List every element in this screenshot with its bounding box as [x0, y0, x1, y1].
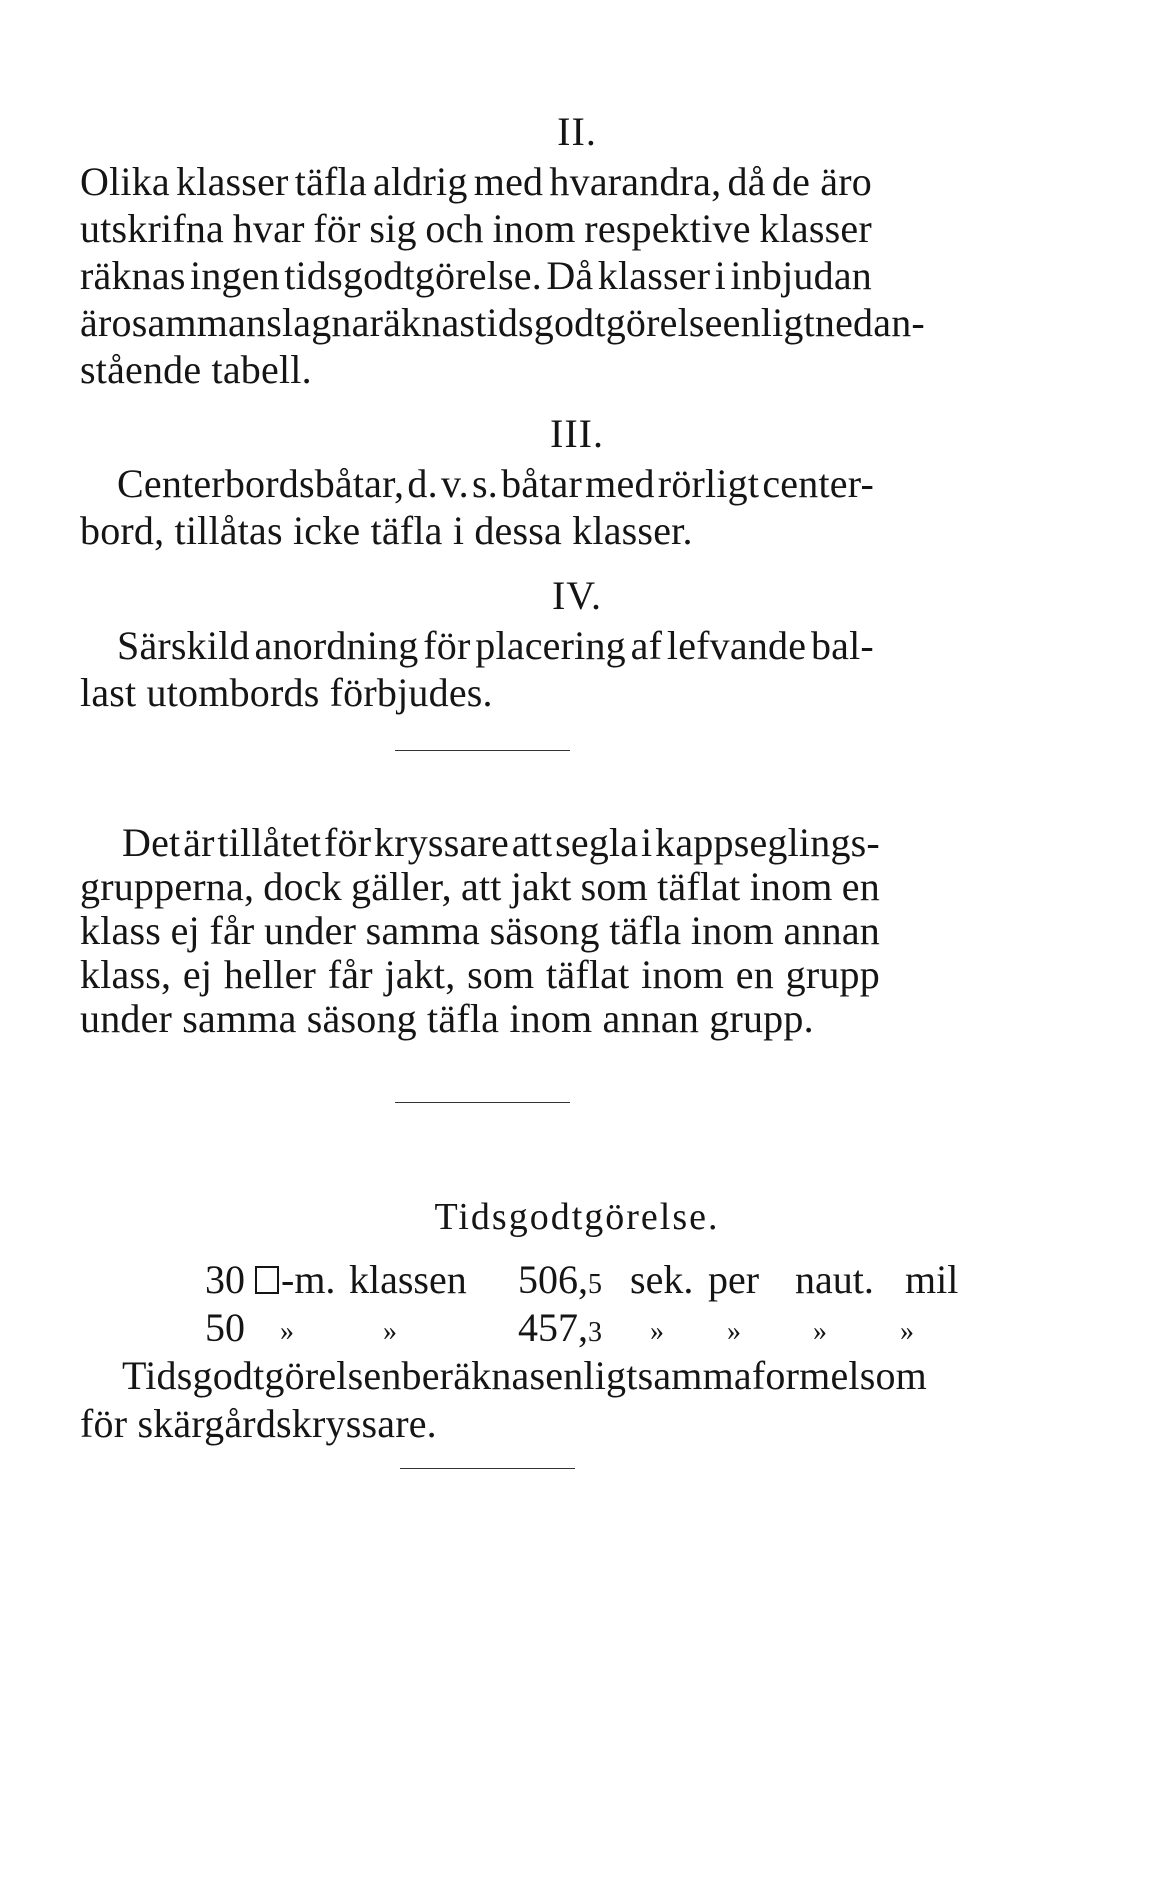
word: kryssare [374, 820, 509, 865]
word: grupperna, [80, 864, 255, 909]
word: inom [749, 864, 833, 909]
word: lefvande [666, 623, 807, 668]
word: sammanslagna [131, 300, 370, 345]
ditto-mark: » [280, 1316, 294, 1347]
word: sig [369, 206, 417, 251]
seconds-label: sek. [630, 1257, 694, 1302]
ditto-mark: » [383, 1316, 397, 1347]
word: som [859, 1353, 927, 1398]
word: som [580, 864, 648, 909]
section-II-line-4 [80, 297, 925, 349]
word: d. [407, 461, 438, 506]
section-heading-III: III. [550, 411, 604, 456]
word: formel [751, 1353, 860, 1398]
word: klass, [80, 952, 172, 997]
mile-label: mil [905, 1257, 959, 1302]
word: de äro [771, 159, 872, 204]
word: utskrifna [80, 206, 224, 251]
allowance-value-30-decimal: 5 [588, 1269, 602, 1300]
word: för [423, 623, 471, 668]
word: för [323, 820, 372, 865]
section-II-line-1 [80, 156, 872, 208]
per-label: per [708, 1257, 760, 1302]
section-heading-II: II. [557, 109, 597, 154]
word: är [183, 820, 215, 865]
word: segla [555, 820, 639, 865]
word: af [630, 623, 663, 668]
word: center- [762, 461, 874, 506]
word: täfla [609, 908, 682, 953]
word: hvar [232, 206, 305, 251]
word: Olika [80, 159, 170, 204]
word: säsong [489, 908, 600, 953]
word: räknas [80, 253, 186, 298]
word: i [714, 253, 726, 298]
word: inom [492, 206, 576, 251]
time-allowance-row-30 [205, 1254, 965, 1306]
cruiser-note-last-line: under samma säsong täfla inom annan grupp. [80, 996, 814, 1041]
nautical-label: naut. [795, 1257, 874, 1302]
allowance-value-50-main: 457, [518, 1305, 588, 1350]
word: samma [637, 1353, 752, 1398]
section-divider-1 [395, 750, 570, 751]
section-IV-last-line: last utombords förbjudes. [80, 670, 493, 715]
word: enligt [545, 1353, 638, 1398]
ditto-mark: » [650, 1316, 664, 1347]
word: Särskild [117, 623, 250, 668]
class-word: klassen [349, 1257, 467, 1302]
section-III-last-line: bord, tillåtas icke täfla i dessa klasser. [80, 508, 693, 553]
section-II-line-3 [80, 250, 872, 302]
section-divider-2 [395, 1102, 570, 1103]
word: Det [122, 820, 181, 865]
word: dock [263, 864, 342, 909]
word: heller [223, 952, 317, 997]
word: nedan- [814, 300, 925, 345]
ditto-mark: » [727, 1316, 741, 1347]
word: täflat [546, 952, 630, 997]
word: tidsgodtgörelse. [284, 253, 542, 298]
word: täfla [294, 159, 367, 204]
section-III-line-1 [117, 458, 874, 510]
time-allowance-note-last-line: för skärgårdskryssare. [80, 1401, 437, 1446]
word: rörligt [657, 461, 760, 506]
word: kappseglings- [655, 820, 880, 865]
word: och [425, 206, 484, 251]
word: täflat [657, 864, 741, 909]
word: inbjudan [730, 253, 872, 298]
word: en [841, 864, 880, 909]
word: äro [80, 300, 132, 345]
word: att [461, 864, 502, 909]
word: räknas [369, 300, 476, 345]
word: får [327, 952, 373, 997]
square-meter-icon [255, 1266, 279, 1294]
word: gäller, [351, 864, 452, 909]
ditto-mark: » [813, 1316, 827, 1347]
word: tillåtet [217, 820, 322, 865]
word: tidsgodtgörelse [475, 300, 723, 345]
word: ej [170, 908, 200, 953]
section-IV-line-1 [117, 620, 874, 672]
word: aldrig [373, 159, 468, 204]
word: inom [641, 952, 725, 997]
word: Då [546, 253, 594, 298]
section-II-line-2 [80, 203, 872, 255]
word: för [313, 206, 361, 251]
word: med [473, 159, 544, 204]
word: som [467, 952, 535, 997]
class-size-30: 30 [205, 1257, 245, 1302]
class-size-50: 50 [205, 1305, 245, 1350]
word: Tidsgodtgörelsen [122, 1353, 402, 1398]
section-heading-IV: IV. [551, 573, 603, 618]
word: annan [783, 908, 880, 953]
time-allowance-row-50 [205, 1302, 965, 1354]
word: med [585, 461, 655, 506]
word: jakt [510, 864, 572, 909]
word: att [511, 820, 553, 865]
word: ej [182, 952, 213, 997]
word: beräknas [401, 1353, 546, 1398]
word: hvarandra, [549, 159, 722, 204]
time-allowance-note-line-1 [122, 1350, 927, 1402]
word: då [727, 159, 766, 204]
word: Centerbordsbåtar, [117, 461, 405, 506]
word: bal- [810, 623, 874, 668]
word: samma [365, 908, 480, 953]
word: inom [690, 908, 774, 953]
word: klasser [759, 206, 872, 251]
word: klasser [176, 159, 289, 204]
unit-label: -m. [281, 1257, 336, 1302]
ditto-mark: » [900, 1316, 914, 1347]
word: anordning [254, 623, 419, 668]
word: under [264, 908, 357, 953]
word: v. [440, 461, 469, 506]
time-allowance-title: Tidsgodtgörelse. [434, 1196, 720, 1238]
section-divider-3 [400, 1468, 575, 1469]
word: respektive [584, 206, 751, 251]
word: båtar [501, 461, 583, 506]
word: klass [80, 908, 161, 953]
allowance-value-50-decimal: 3 [588, 1317, 602, 1348]
word: enligt [722, 300, 815, 345]
section-II-last-line: stående tabell. [80, 347, 312, 392]
word: i [641, 820, 653, 865]
word: ingen [190, 253, 280, 298]
word: placering [475, 623, 626, 668]
word: får [209, 908, 255, 953]
word: s. [471, 461, 498, 506]
word: klasser [597, 253, 711, 298]
word: jakt, [384, 952, 456, 997]
allowance-value-30-main: 506, [518, 1257, 588, 1302]
word: en [735, 952, 774, 997]
word: grupp [785, 952, 880, 997]
